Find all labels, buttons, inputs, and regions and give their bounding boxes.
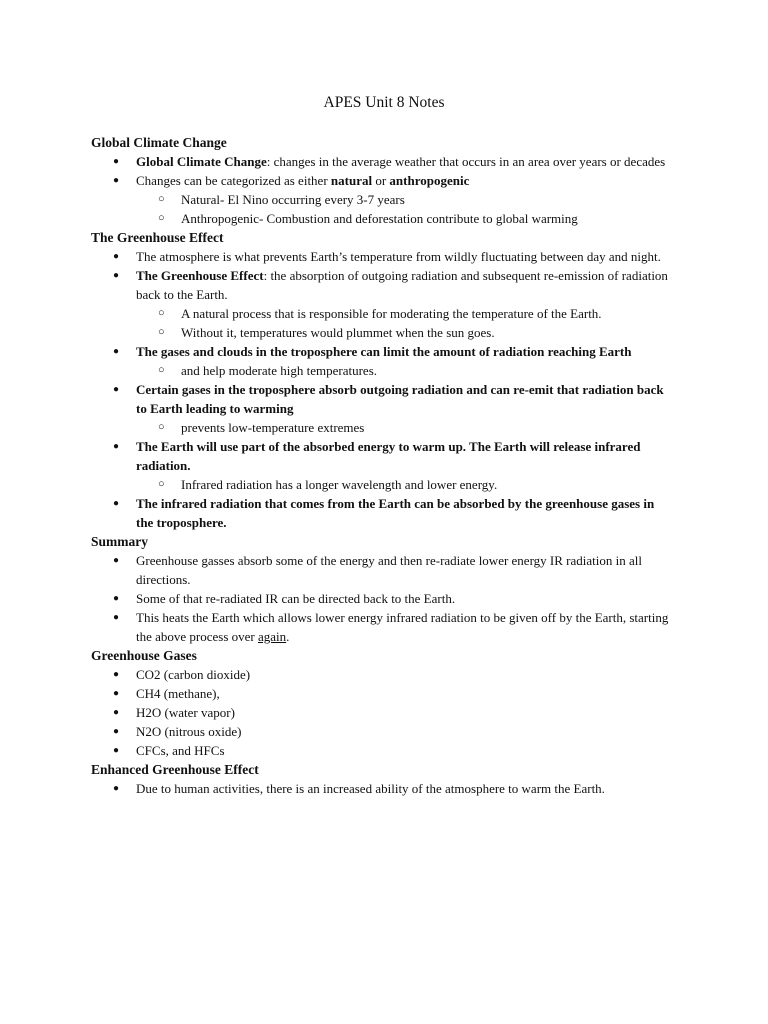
list-item — [91, 247, 674, 266]
item-text-bold: The Earth will use part of the absorbed energy to warm up. The Earth will release infrared radiation. — [136, 439, 641, 473]
bullet-marker: ● — [113, 726, 120, 737]
sub-list-item — [91, 475, 674, 494]
bullet-marker: ● — [113, 175, 120, 186]
gas-name: CH4 (methane), — [136, 686, 220, 701]
climate-list — [91, 152, 691, 228]
bullet-marker: ● — [113, 498, 120, 509]
list-item — [91, 152, 674, 171]
circle-marker: ○ — [158, 478, 165, 490]
list-item — [91, 608, 674, 646]
bullet-marker: ● — [113, 270, 120, 281]
list-item — [91, 380, 674, 418]
sub-list-item — [91, 361, 674, 380]
item-text: Greenhouse gasses absorb some of the energy and then re-radiate lower energy IR radiation in all directions. — [136, 553, 642, 587]
item-text: Changes can be categorized as either — [136, 173, 331, 188]
bullet-marker: ● — [113, 555, 120, 566]
gases-list — [91, 665, 691, 760]
bullet-marker: ● — [113, 251, 120, 262]
circle-marker: ○ — [158, 364, 165, 376]
term-bold: The Greenhouse Effect — [136, 268, 264, 283]
bullet-marker: ● — [113, 384, 120, 395]
list-item — [91, 703, 674, 722]
list-item — [91, 494, 674, 532]
circle-marker: ○ — [158, 421, 165, 433]
section-heading-gases: Greenhouse Gases — [91, 648, 197, 663]
item-text: . — [286, 629, 290, 644]
circle-marker: ○ — [158, 307, 165, 319]
sub-list-item — [91, 190, 674, 209]
item-text: or — [372, 173, 390, 188]
bullet-marker: ● — [113, 669, 120, 680]
item-text: : changes in the average weather that occurs in an area over years or decades — [266, 154, 666, 169]
list-item — [91, 665, 674, 684]
bullet-marker: ● — [113, 612, 120, 623]
bullet-marker: ● — [113, 156, 120, 167]
list-item — [91, 779, 674, 798]
bullet-marker: ● — [113, 707, 120, 718]
item-text: : the absorption of outgoing radiation and subsequent re-emission of radiation back to the Earth. — [136, 268, 668, 302]
sub-list-item — [91, 304, 674, 323]
item-text-bold: Certain gases in the troposphere absorb outgoing radiation and can re-emit that radiation back to Earth leading to warming — [136, 382, 664, 416]
page-title: APES Unit 8 Notes — [323, 94, 445, 111]
enhanced-list — [91, 779, 691, 798]
section-heading-enhanced: Enhanced Greenhouse Effect — [91, 762, 259, 777]
sub-list-item — [91, 209, 674, 228]
list-item — [91, 589, 674, 608]
item-text: The atmosphere is what prevents Earth’s temperature from wildly fluctuating between day and night. — [136, 249, 661, 264]
gas-name: N2O (nitrous oxide) — [136, 724, 242, 739]
item-text: Natural- El Nino occurring every 3-7 years — [181, 192, 405, 207]
section-heading-summary: Summary — [91, 534, 148, 549]
item-text-bold: The infrared radiation that comes from the Earth can be absorbed by the greenhouse gases in the troposphere. — [136, 496, 655, 530]
item-text: Anthropogenic- Combustion and deforestation contribute to global warming — [181, 211, 578, 226]
item-text: Due to human activities, there is an increased ability of the atmosphere to warm the Earth. — [136, 781, 605, 796]
bullet-marker: ● — [113, 346, 120, 357]
item-text: and help moderate high temperatures. — [181, 363, 378, 378]
list-item — [91, 342, 674, 361]
section-heading-climate: Global Climate Change — [91, 135, 227, 150]
term-bold: natural — [330, 173, 373, 188]
bullet-marker: ● — [113, 441, 120, 452]
item-text: Without it, temperatures would plummet when the sun goes. — [181, 325, 495, 340]
list-item — [91, 684, 674, 703]
item-text: Some of that re-radiated IR can be directed back to the Earth. — [136, 591, 456, 606]
list-item — [91, 266, 674, 304]
sub-list-item — [91, 418, 674, 437]
item-text: A natural process that is responsible for moderating the temperature of the Earth. — [181, 306, 602, 321]
item-text: This heats the Earth which allows lower energy infrared radiation to be given off by the Earth, starting the above process over — [136, 610, 669, 644]
circle-marker: ○ — [158, 326, 165, 338]
list-item — [91, 437, 674, 475]
bullet-marker: ● — [113, 688, 120, 699]
term-bold: Global Climate Change — [136, 154, 267, 169]
summary-list — [91, 551, 691, 646]
list-item — [91, 722, 674, 741]
list-item — [91, 741, 674, 760]
document-body — [91, 133, 691, 798]
item-text: Infrared radiation has a longer wavelength and lower energy. — [181, 477, 498, 492]
gas-name: CFCs, and HFCs — [136, 743, 225, 758]
bullet-marker: ● — [113, 783, 120, 794]
item-text: prevents low-temperature extremes — [181, 420, 365, 435]
greenhouse-list — [91, 247, 691, 532]
underlined-word: again — [258, 629, 287, 644]
sub-list-item — [91, 323, 674, 342]
item-text-bold: The gases and clouds in the troposphere can limit the amount of radiation reaching Earth — [136, 344, 632, 359]
circle-marker: ○ — [158, 193, 165, 205]
gas-name: H2O (water vapor) — [136, 705, 235, 720]
circle-marker: ○ — [158, 212, 165, 224]
section-heading-greenhouse: The Greenhouse Effect — [91, 230, 224, 245]
bullet-marker: ● — [113, 593, 120, 604]
gas-name: CO2 (carbon dioxide) — [136, 667, 251, 682]
bullet-marker: ● — [113, 745, 120, 756]
term-bold: anthropogenic — [389, 173, 470, 188]
list-item — [91, 171, 674, 190]
list-item — [91, 551, 674, 589]
